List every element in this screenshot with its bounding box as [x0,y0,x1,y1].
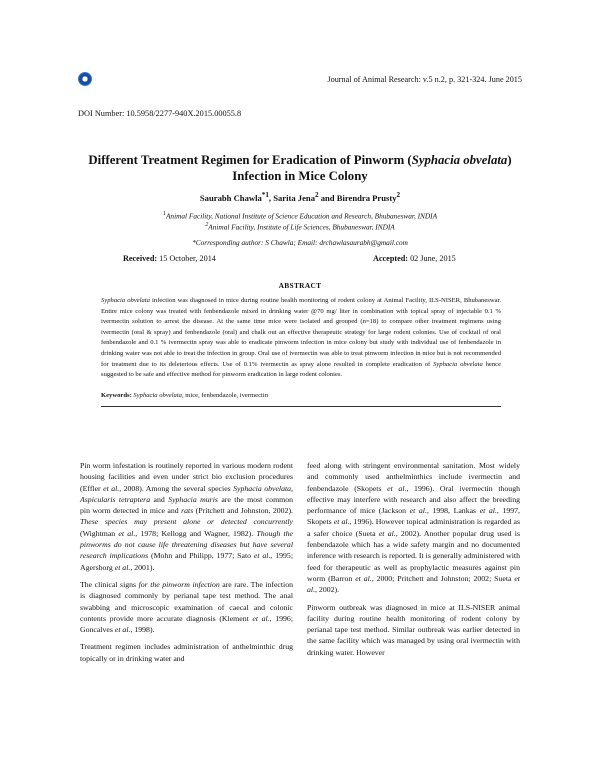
journal-logo-icon [78,72,92,86]
paragraph: The clinical signs for the pinworm infection are rare. The infection is diagnosed commonly by perianal tape test method. The anal swabbing and microscopic examination of caecal and colonic contents provide more accurate diagnosis (Klement et al., 1996; Goncalves et al., 1998). [80,579,293,635]
author-list: Saurabh Chawla$^{*1}$, Sarita Jena$^2$ and Birendra Prusty$^2$ [199,191,401,203]
body-column-right [307,460,520,664]
abstract-text: Syphacia obvelata infection was diagnosed in mice during routine health monitoring of rodent colony at Animal Facility, ILS-NISER, Bhubaneswar. Entire mice colony was treated with fenbendazole mixed in drinking water @70 mg/ liter in combination with topical spray of injectable 0.1 % ivermectin solution to arrest the disease. At the same time mice were isolated and grouped (n=18) to compare other treatment regimens using ivermectin (oral & spray) and fenbendazole (oral) and chalk out an effective therapeutic strategy for large rodent colonies. Use of cocktail of oral fenbendazole and 0.1 % ivermectin spray was able to eradicate pinworm infection in mice colony but study with individual use of fenbendazole in drinking water was not able to treat the infection in group. Oral use of ivermectin was able to treat pinworm infection in mice but is not recommended for treatment due to its deleterious effects. Use of 0.1% ivermectin as spray alone resulted in complete eradication of Syphacia obvelata hence suggested to be safe and effective method for pinworm eradication in large rodent colonies. [101,297,501,379]
affiliation-2: $^2$Animal Facility, Institute of Life Sciences, Bhubaneswar, INDIA [205,222,395,232]
journal-citation: Journal of Animal Research: v.5 n.2, p. 321-324. June 2015 [327,75,522,84]
doi-number[interactable]: DOI Number: 10.5958/2277-940X.2015.00055.8 [78,109,242,118]
affiliation-1: $^1$Animal Facility, National Institute of Science Education and Research, Bhubaneswar, INDIA [162,211,438,221]
keywords: Keywords: Syphacia obvelata, mice, fenbendazole, ivermectin [101,392,268,399]
paragraph: Pinworm outbreak was diagnosed in mice at ILS-NISER animal facility during routine health monitoring of rodent colony by perianal tape test method. Similar outbreak was earlier detected in the same facility which was managed by using oral ivermectin with drinking water. However [307,602,520,657]
corresponding-author: *Corresponding author: S Chawla; Email: drchawlasaurabh@gmail.com [192,238,408,247]
accepted-date: Accepted: 02 June, 2015 [373,254,456,263]
title-species: Syphacia obvelata [411,153,508,167]
paragraph: Treatment regimen includes administration of anthelminthic drug topically or in drinking water and [80,642,293,663]
section-divider [101,406,501,407]
received-date: Received: 15 October, 2014 [123,254,216,263]
paragraph: Pin worm infestation is routinely reported in various modern rodent housing facilities and even under strict bio exclusion procedures (Effler et al., 2008). Among the several species Syphacia obvelata, Aspicularis tetraptera and Syphacia muris are the most common pin worm detected in mice and rats (Pritchett and Johnston, 2002). These species may present alone or detected concurrently (Wightman et al., 1978; Kellogg and Wagner, 1982). Though the pinworms do not cause life threatening diseases but have several research implications (Mohn and Philipp, 1977; Sato et al., 1995; Agersborg et al., 2001). [80,461,294,572]
paragraph: feed along with stringent environmental sanitation. Most widely and commonly used anthelminthics include ivermectin and fenbendazole (Skopets et al., 1996). Oral ivermectin though effective may interfere with research and also affect the breeding performance of mice (Jackson et al., 1998, Lankas et al., 1997, Skopets et al., 1996). However topical administration is regarded as a safer choice (Sueta et al., 2002). Another popular drug used is fenbendazole which has a wide safety margin and no documented inference with research is reported. It is generally administered with feed for therapeutic as well as prophylactic measures against pin worm (Barron et al., 2000; Pritchett and Johnston; 2002; Sueta et al., 2002). [307,461,521,595]
paper-title: Different Treatment Regimen for Eradication of Pinworm (Syphacia obvelata) Infection in Mice Colony [88,153,512,183]
abstract-heading: ABSTRACT [278,281,322,290]
body-column-left [80,460,293,670]
